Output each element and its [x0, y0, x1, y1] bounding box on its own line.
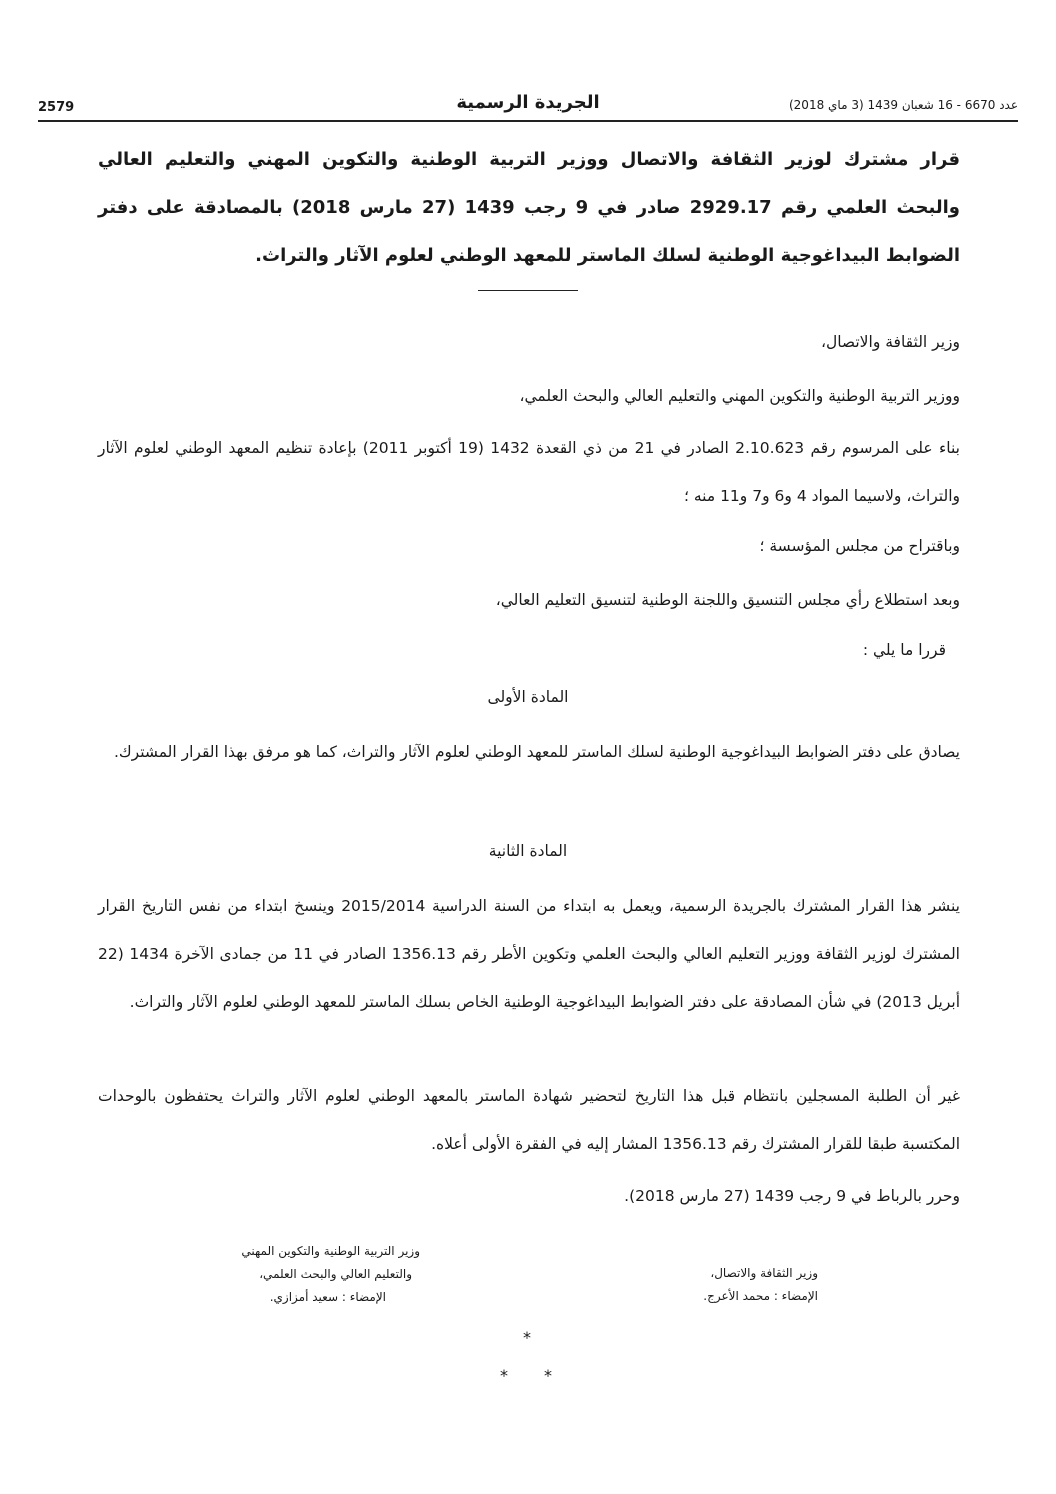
done-at: وحرر بالرباط في 9 رجب 1439 (27 مارس 2018).: [624, 1187, 960, 1205]
page-header: [38, 92, 1018, 122]
signature-left-line1: وزير التربية الوطنية والتكوين المهني: [241, 1244, 420, 1258]
article1-heading: المادة الأولى: [487, 688, 569, 706]
preamble-proposal: وباقتراح من مجلس المؤسسة ؛: [759, 537, 960, 555]
decree-title: قرار مشترك لوزير الثقافة والاتصال ووزير التربية الوطنية والتكوين المهني والتعليم العالي والبحث العلمي رقم 2929.17 صادر في 9 رجب 1439 (27 مارس 2018) بالمصادقة على دفتر الضوابط البيداغوجية الوطنية لسلك الماستر للمعهد الوطني لعلوم الآثار والتراث.: [98, 149, 960, 266]
separator-star-right: *: [544, 1366, 552, 1385]
signature-left-line2: والتعليم العالي والبحث العلمي،: [259, 1267, 412, 1281]
article2-heading: المادة الثانية: [488, 842, 568, 860]
article2-text1: ينشر هذا القرار المشترك بالجريدة الرسمية، ويعمل به ابتداء من السنة الدراسية 2015/2014 وينسخ ابتداء من نفس التاريخ القرار المشترك لوزير الثقافة ووزير التعليم العالي والبحث العلمي وتكوين الأطر رقم 1356.13 الصادر في 11 من جمادى الآخرة 1434 (22 أبريل 2013) في شأن المصادقة على دفتر الضوابط البيداغوجية الوطنية الخاص بسلك الماستر للمعهد الوطني لعلوم الآثار والتراث.: [98, 897, 960, 1011]
signature-right: [638, 1262, 818, 1308]
title-divider: [478, 290, 578, 291]
gazette-title: الجريدة الرسمية: [456, 92, 600, 113]
separator-star-left: *: [500, 1366, 508, 1385]
signature-right-line1: وزير الثقافة والاتصال،: [710, 1266, 818, 1280]
preamble-decided: قررا ما يلي :: [862, 641, 946, 659]
preamble-minister1: وزير الثقافة والاتصال،: [820, 333, 960, 351]
signature-left: [190, 1240, 420, 1309]
separator-star-top: *: [523, 1328, 531, 1347]
preamble-minister2: ووزير التربية الوطنية والتكوين المهني والتعليم العالي والبحث العلمي،: [519, 387, 960, 405]
preamble-based-on: بناء على المرسوم رقم 2.10.623 الصادر في 21 من ذي القعدة 1432 (19 أكتوبر 2011) بإعادة تنظيم المعهد الوطني لعلوم الآثار والتراث، ولاسيما المواد 4 و6 و7 و11 منه ؛: [98, 439, 960, 505]
article1-text: يصادق على دفتر الضوابط البيداغوجية الوطنية لسلك الماستر للمعهد الوطني لعلوم الآثار والتراث، كما هو مرفق بهذا القرار المشترك.: [113, 743, 960, 761]
preamble-consultation: وبعد استطلاع رأي مجلس التنسيق واللجنة الوطنية لتنسيق التعليم العالي،: [495, 591, 960, 609]
signature-right-line2: الإمضاء : محمد الأعرج.: [703, 1289, 818, 1303]
article2-text2: غير أن الطلبة المسجلين بانتظام قبل هذا التاريخ لتحضير شهادة الماستر بالمعهد الوطني لعلوم الآثار والتراث يحتفظون بالوحدات المكتسبة طبقا للقرار المشترك رقم 1356.13 المشار إليه في الفقرة الأولى أعلاه.: [98, 1087, 960, 1153]
issue-info: عدد 6670 - 16 شعبان 1439 (3 ماي 2018): [788, 98, 1018, 112]
page-number: 2579: [38, 100, 75, 115]
signature-left-line3: الإمضاء : سعيد أمزازي.: [269, 1290, 386, 1304]
